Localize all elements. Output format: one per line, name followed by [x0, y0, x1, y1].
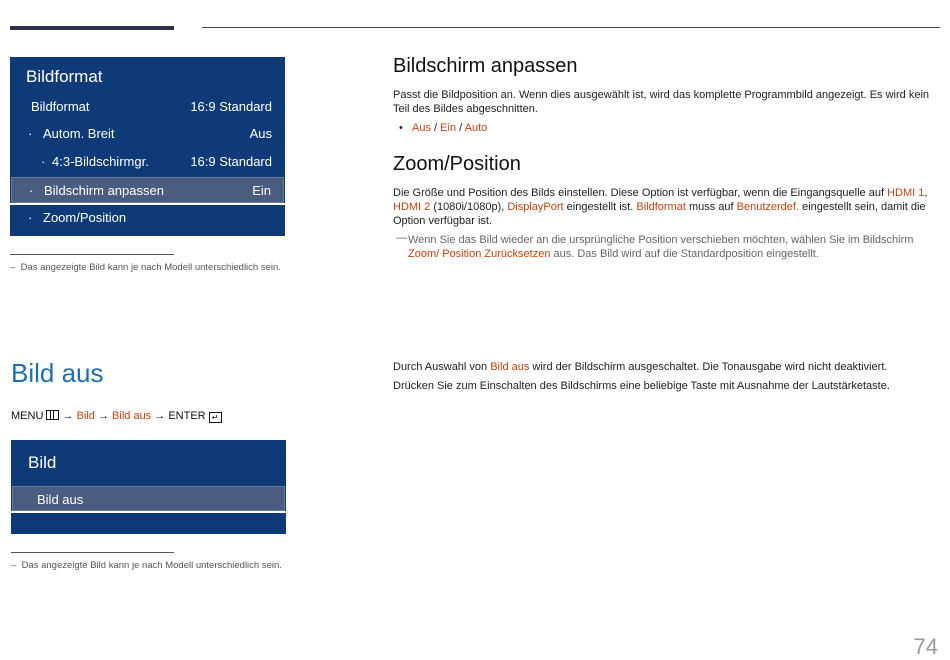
- osd-panel-bild: [11, 440, 286, 534]
- arrow-right-icon: →: [62, 410, 74, 422]
- header-rule-light: [202, 27, 940, 28]
- osd-row-value: Ein: [252, 183, 271, 198]
- section-title-zoom-position: Zoom/Position: [393, 153, 521, 175]
- footnote-rule: [10, 254, 174, 255]
- enter-icon: ↵: [209, 412, 222, 423]
- section-zoom-text: Die Größe und Position des Bilds einstellen. Diese Option ist verfügbar, wenn die Eingangsquelle auf HDMI 1, HDMI 2 (1080i/1080p), DisplayPort eingestellt ist. Bildformat muss auf Benutzerdef. eingestellt sein, damit die Option verfügbar ist.: [393, 187, 928, 227]
- bullet-icon: ·: [28, 210, 33, 225]
- osd-row-value: Aus: [249, 126, 272, 141]
- bild-aus-text-2: Drücken Sie zum Einschalten des Bildschirms eine beliebige Taste mit Ausnahme der Lautstärketaste.: [393, 380, 890, 392]
- arrow-right-icon: →: [154, 410, 166, 422]
- osd-row-autom-breit[interactable]: [10, 121, 285, 147]
- osd-row-label: Bildschirm anpassen: [44, 183, 164, 198]
- menu-path: MENU → Bild → Bild aus → ENTER ↵: [11, 410, 222, 423]
- note-dash: —: [396, 232, 407, 244]
- footnote: – Das angezeigte Bild kann je nach Modell unterschiedlich sein.: [11, 560, 282, 571]
- footnote-dash: –: [10, 262, 21, 273]
- osd-panel-title: Bild: [28, 453, 57, 472]
- bullet-icon: •: [399, 122, 413, 134]
- bild-aus-text-1: Durch Auswahl von Bild aus wird der Bildschirm ausgeschaltet. Die Tonausgabe wird nicht deaktiviert.: [393, 361, 888, 373]
- bullet-icon: ·: [41, 154, 46, 169]
- osd-row-label: Bild aus: [37, 492, 84, 507]
- osd-row-label: Bildformat: [31, 99, 90, 114]
- section-title-bild-aus: Bild aus: [11, 358, 104, 388]
- option-ein: Ein: [440, 122, 457, 134]
- bullet-icon: ·: [29, 183, 34, 198]
- osd-row-value: 16:9 Standard: [190, 99, 272, 114]
- osd-row-zoom-position[interactable]: [10, 205, 285, 231]
- osd-row-value: 16:9 Standard: [190, 154, 272, 169]
- section-title-bildschirm-anpassen: Bildschirm anpassen: [393, 55, 578, 77]
- osd-row-bildschirm-anpassen[interactable]: [11, 177, 284, 203]
- option-auto: Auto: [464, 122, 488, 134]
- options-list: • Aus / Ein / Auto: [399, 122, 488, 134]
- footnote-dash: –: [11, 560, 22, 571]
- osd-panel-title: Bildformat: [26, 67, 103, 86]
- bullet-icon: ·: [28, 126, 33, 141]
- option-aus: Aus: [412, 122, 431, 134]
- footnote: – Das angezeigte Bild kann je nach Modell unterschiedlich sein.: [10, 262, 281, 273]
- osd-row-bild-aus[interactable]: [12, 486, 285, 511]
- osd-row-43-bildschirmgr[interactable]: [10, 149, 285, 175]
- osd-row-divider: [11, 511, 286, 513]
- osd-row-label: Zoom/Position: [43, 210, 127, 225]
- footnote-rule: [11, 552, 174, 553]
- page-number: 74: [913, 634, 938, 659]
- osd-panel-bildformat: [10, 57, 285, 236]
- osd-row-bildformat[interactable]: [10, 94, 285, 120]
- osd-row-label: Autom. Breit: [43, 126, 115, 141]
- note-text: Wenn Sie das Bild wieder an die ursprüngliche Position verschieben möchten, wählen Sie im Bildschirm Zoom/ Position Zurücksetzen aus. Das Bild wird auf die Standardposition eingestellt.: [408, 234, 914, 260]
- header-rule-dark: [10, 26, 174, 30]
- arrow-right-icon: →: [97, 410, 109, 422]
- menu-icon: [46, 410, 59, 420]
- osd-row-label: 4:3-Bildschirmgr.: [52, 154, 149, 169]
- section-text: Passt die Bildposition an. Wenn dies ausgewählt ist, wird das komplette Programmbild angezeigt. Es wird kein Teil des Bildes abgeschnitten.: [393, 89, 930, 115]
